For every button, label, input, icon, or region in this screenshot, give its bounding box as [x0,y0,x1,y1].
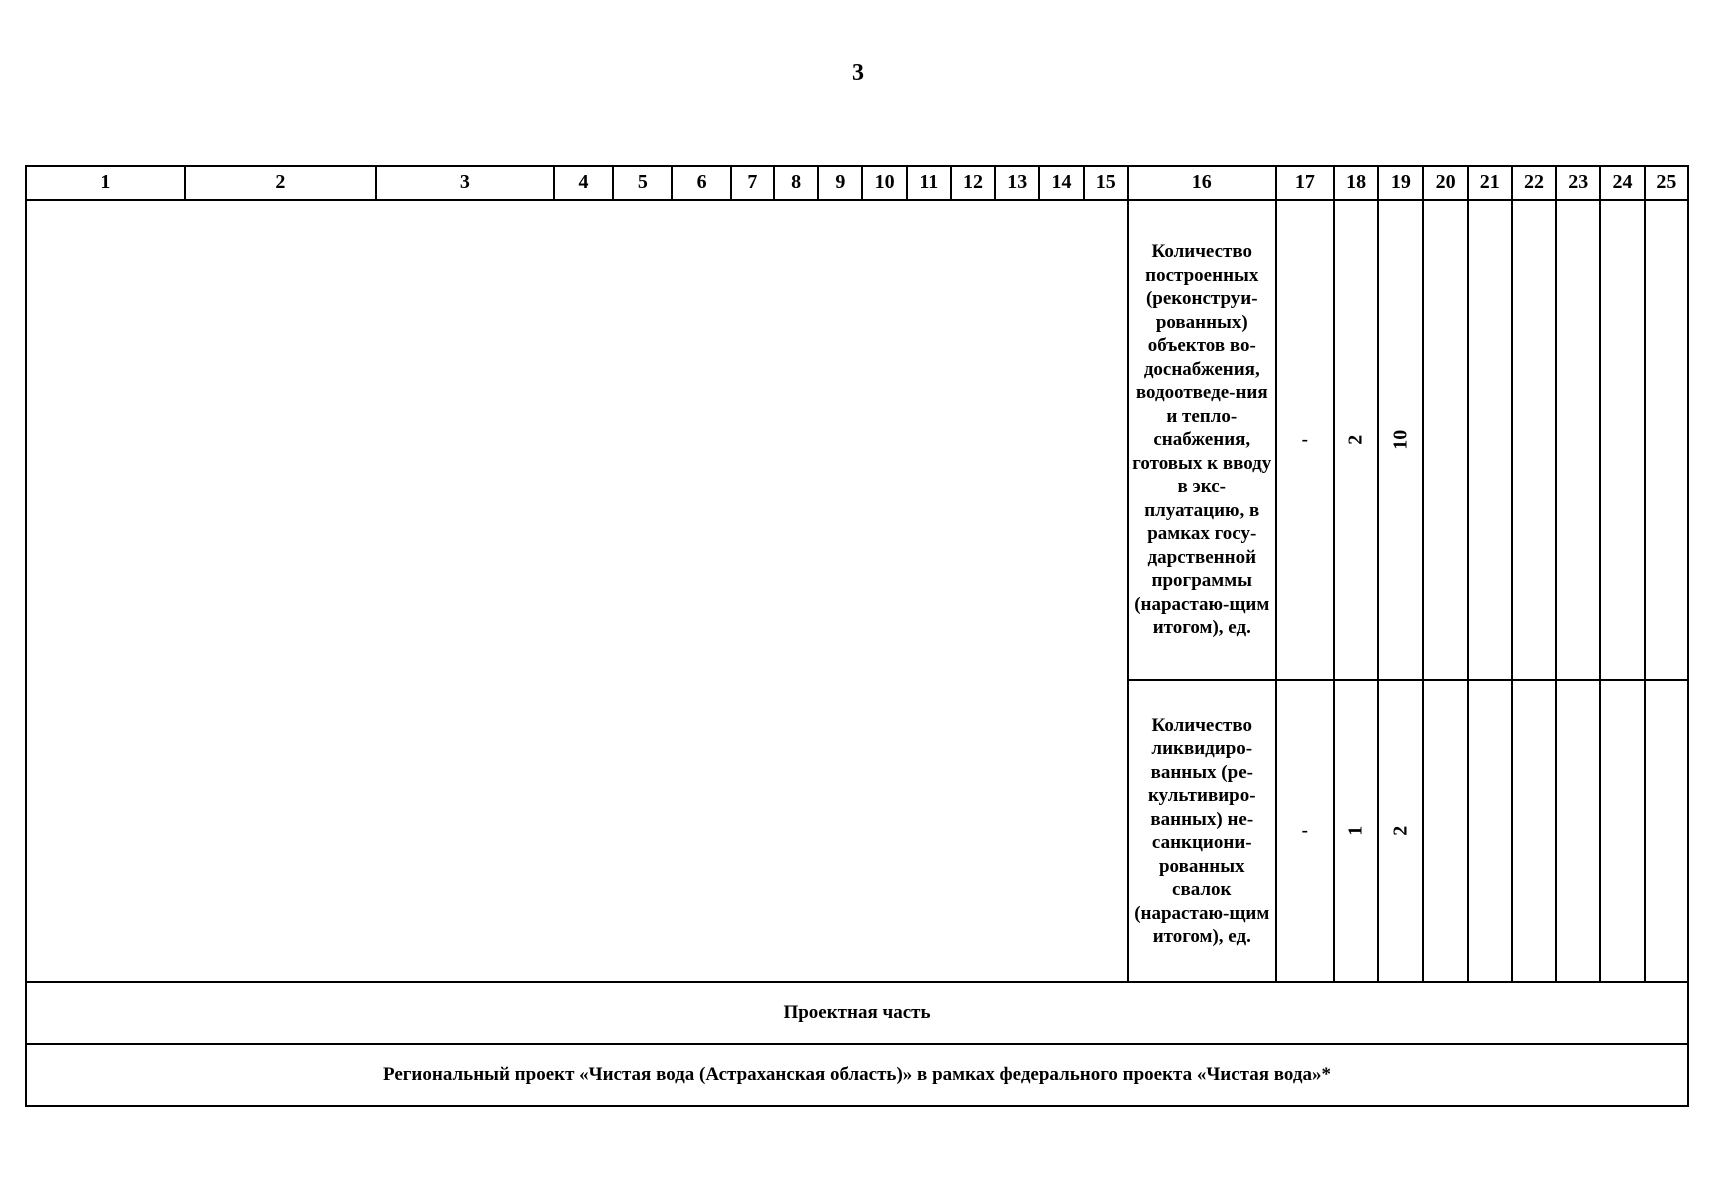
col-header-16: 16 [1128,166,1276,200]
col-header-21: 21 [1468,166,1512,200]
col-header-12: 12 [951,166,995,200]
col-header-25: 25 [1645,166,1688,200]
indicator-description: Количество построенных (реконструи-рованных) объектов во-доснабжения, водоотведе-ния и тепло-снабжения, готовых к вводу в экс-плуатацию, в рамках госу-дарственной программы (нарастаю-щим итогом), ед. [1128,200,1276,680]
indicator-col22 [1512,680,1556,982]
indicator-col17: - [1276,200,1334,680]
col-header-7: 7 [731,166,774,200]
indicator-col17: - [1276,680,1334,982]
indicator-col22 [1512,200,1556,680]
indicator-table [25,165,1689,1107]
indicator-col21 [1468,200,1512,680]
col-header-5: 5 [613,166,672,200]
indicator-col23 [1556,200,1600,680]
indicator-col18-value: 2 [1344,435,1367,445]
indicator-col24 [1600,200,1644,680]
col-header-1: 1 [26,166,185,200]
col-header-8: 8 [774,166,818,200]
page-number: 3 [852,60,864,86]
indicator-col25 [1645,200,1688,680]
col-header-14: 14 [1039,166,1083,200]
indicator-col20 [1423,200,1467,680]
col-header-13: 13 [995,166,1039,200]
empty-merged-cell [26,200,1128,982]
col-header-11: 11 [907,166,951,200]
col-header-24: 24 [1600,166,1644,200]
indicator-row [26,200,1688,680]
col-header-6: 6 [672,166,730,200]
indicator-description: Количество ликвидиро-ванных (ре-культивиро-ванных) не-санкциони-рованных свалок (нарастаю-щим итогом), ед. [1128,680,1276,982]
regional-project-heading: Региональный проект «Чистая вода (Астраханская область)» в рамках федерального проекта «Чистая вода»* [26,1044,1688,1106]
indicator-col25 [1645,680,1688,982]
indicator-col19-value: 10 [1389,430,1412,450]
col-header-20: 20 [1423,166,1467,200]
indicator-col18 [1334,200,1378,680]
col-header-15: 15 [1084,166,1128,200]
col-header-17: 17 [1276,166,1334,200]
indicator-col21 [1468,680,1512,982]
indicator-col19 [1378,200,1423,680]
indicator-col23 [1556,680,1600,982]
indicator-col24 [1600,680,1644,982]
indicator-col19-value: 2 [1389,826,1412,836]
col-header-22: 22 [1512,166,1556,200]
col-header-9: 9 [818,166,862,200]
indicator-col19 [1378,680,1423,982]
col-header-4: 4 [554,166,613,200]
indicator-col18 [1334,680,1378,982]
col-header-23: 23 [1556,166,1600,200]
section-row [26,982,1688,1044]
col-header-3: 3 [376,166,554,200]
project-part-heading: Проектная часть [26,982,1688,1044]
col-header-19: 19 [1378,166,1423,200]
column-number-row [26,166,1688,200]
section-row [26,1044,1688,1106]
col-header-2: 2 [185,166,376,200]
indicator-col18-value: 1 [1344,826,1367,836]
col-header-10: 10 [862,166,906,200]
col-header-18: 18 [1334,166,1378,200]
indicator-col20 [1423,680,1467,982]
